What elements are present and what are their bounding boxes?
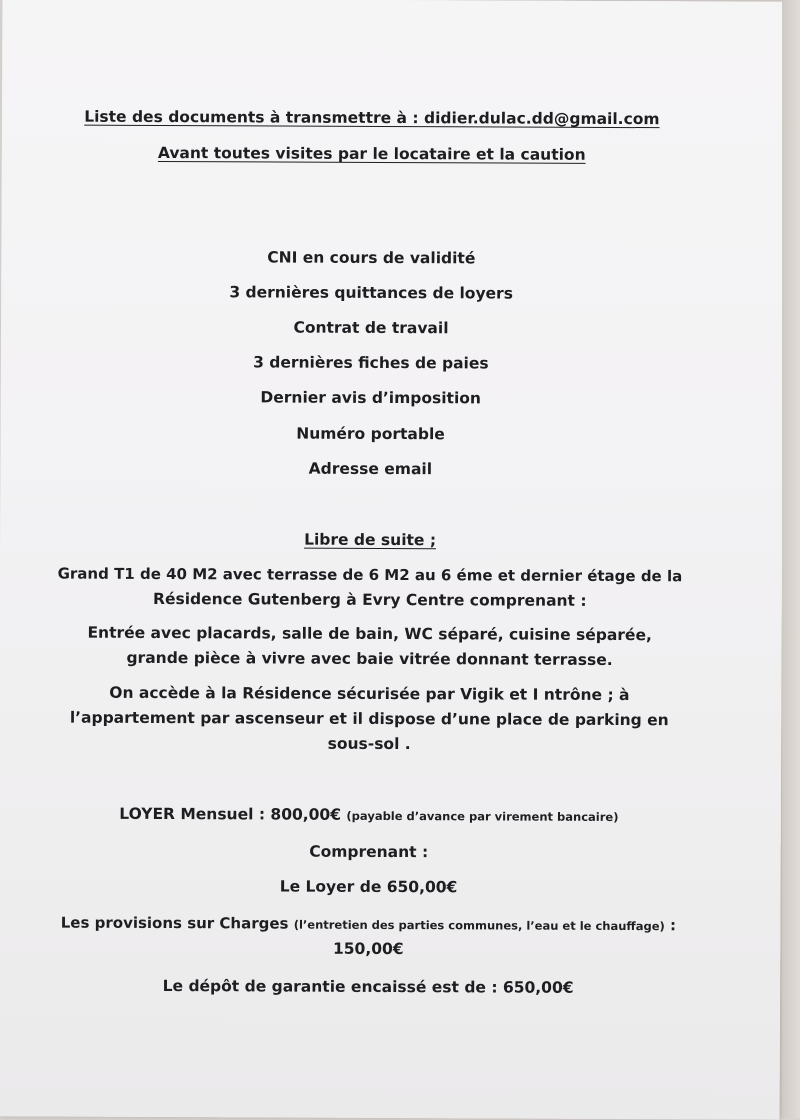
charges-label: Les provisions sur Charges (60, 913, 289, 933)
background-edge (782, 0, 800, 1118)
listing-description-line: l’appartement par ascenseur et il dispose d’une place de parking en (69, 708, 669, 730)
listing-description-line: Entrée avec placards, salle de bain, WC séparé, cuisine séparée, (87, 623, 652, 645)
listing-description-line: grande pièce à vivre avec baie vitrée donnant terrasse. (126, 648, 613, 669)
rent-payment-note: (payable d’avance par virement bancaire) (346, 808, 619, 824)
charges-line (0, 912, 738, 936)
charges-note: (l’entretien des parties communes, l’eau et le chauffage) (293, 917, 665, 934)
base-rent: Le Loyer de 650,00€ (279, 877, 458, 897)
listing-heading: Libre de suite ; (304, 530, 437, 550)
listing-description-line: Résidence Gutenberg à Evry Centre comprenant : (153, 589, 587, 610)
rent-line (0, 803, 739, 827)
document-item: CNI en cours de validité (267, 248, 476, 268)
deposit-line: Le dépôt de garantie encaissé est de : 650,00€ (162, 977, 574, 997)
document-item: 3 dernières quittances de loyers (229, 283, 513, 303)
document-item: Numéro portable (296, 424, 445, 444)
document-item: Contrat de travail (293, 318, 449, 338)
charges-colon: : (669, 916, 677, 935)
rent-includes-label: Comprenant : (309, 842, 429, 862)
listing-description-line: Grand T1 de 40 M2 avec terrasse de 6 M2 au 6 éme et dernier étage de la (57, 564, 683, 586)
listing-description-line: On accède à la Résidence sécurisée par Vigik et I ntrône ; à (109, 683, 630, 705)
header-line-2: Avant toutes visites par le locataire et la caution (157, 143, 586, 164)
document-item: Adresse email (308, 459, 433, 479)
listing-description-line: sous-sol . (327, 734, 411, 754)
header-line-1 (2, 106, 742, 129)
rent-amount: LOYER Mensuel : 800,00€ (119, 804, 342, 824)
document-item: 3 dernières fiches de paies (253, 353, 489, 373)
contact-email[interactable]: didier.dulac.dd@gmail.com (424, 109, 660, 129)
header-intro: Liste des documents à transmettre à : (84, 107, 419, 128)
document-item: Dernier avis d’imposition (260, 388, 482, 408)
charges-amount: 150,00€ (332, 939, 404, 959)
